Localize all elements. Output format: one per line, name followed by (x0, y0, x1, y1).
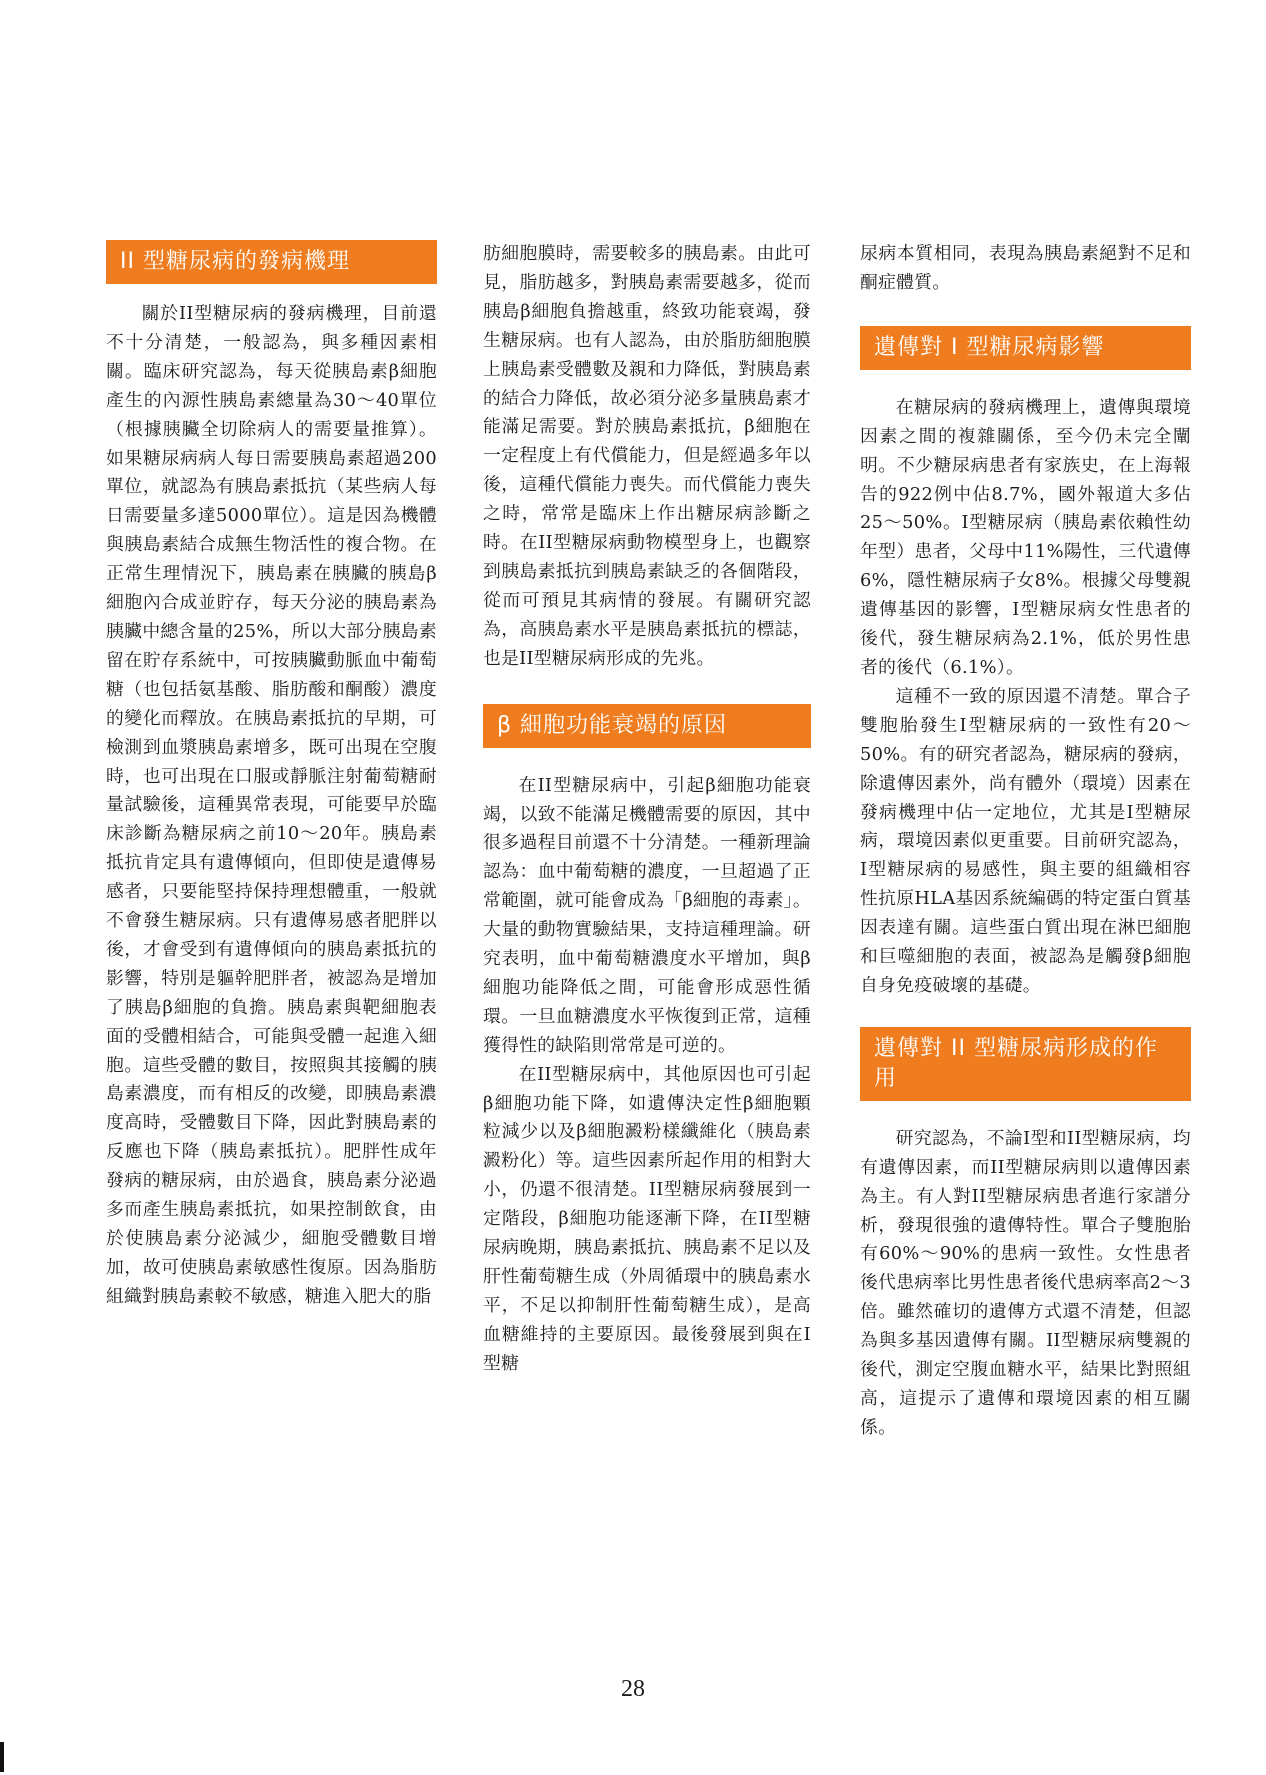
column-3 (860, 240, 1191, 1665)
paragraph-continued: 肪細胞膜時，需要較多的胰島素。由此可見，脂肪越多，對胰島素需要越多，從而胰島β細胞負擔越重，終致功能衰竭，發生糖尿病。也有人認為，由於脂肪細胞膜上胰島素受體數及親和力降低，對胰島素的結合力降低，故必須分泌多量胰島素才能滿足需要。對於胰島素抵抗，β細胞在一定程度上有代償能力，但是經過多年以後，這種代償能力喪失。而代償能力喪失之時，常常是臨床上作出糖尿病診斷之時。在II型糖尿病動物模型身上，也觀察到胰島素抵抗到胰島素缺乏的各個階段，從而可預見其病情的發展。有關研究認為，高胰島素水平是胰島素抵抗的標誌，也是II型糖尿病形成的先兆。 (483, 243, 811, 669)
section-heading-genetics-type2: 遺傳對 II 型糖尿病形成的作用 (860, 1027, 1191, 1101)
paragraph: 這種不一致的原因還不清楚。單合子雙胞胎發生I型糖尿病的一致性有20～50%。有的研究者認為，糖尿病的發病，除遺傳因素外，尚有體外（環境）因素在發病機理中佔一定地位，尤其是I型糖尿病，環境因素似更重要。目前研究認為，I型糖尿病的易感性，與主要的組織相容性抗原HLA基因系統編碼的特定蛋白質基因表達有關。這些蛋白質出現在淋巴細胞和巨噬細胞的表面，被認為是觸發β細胞自身免疫破壞的基礎。 (860, 685, 1191, 996)
paragraph: 在糖尿病的發病機理上，遺傳與環境因素之間的複雜關係，至今仍未完全闡明。不少糖尿病患者有家族史，在上海報告的922例中佔8.7%，國外報道大多佔25～50%。I型糖尿病（胰島素依賴性幼年型）患者，父母中11%陽性，三代遺傳6%，隱性糖尿病子女8%。根據父母雙親遺傳基因的影響，I型糖尿病女性患者的後代，發生糖尿病為2.1%，低於男性患者的後代（6.1%）。 (860, 396, 1191, 678)
section-heading-genetics-type1: 遺傳對 I 型糖尿病影響 (860, 326, 1191, 370)
column-1 (106, 240, 437, 1665)
paragraph-continued: 尿病本質相同，表現為胰島素絕對不足和酮症體質。 (860, 243, 1191, 293)
paragraph: 關於II型糖尿病的發病機理，目前還不十分清楚，一般認為，與多種因素相關。臨床研究認為，每天從胰島素β細胞產生的內源性胰島素總量為30～40單位（根據胰臟全切除病人的需要量推算）。如果糖尿病病人每日需要胰島素超過200單位，就認為有胰島素抵抗（某些病人每日需要量多達5000單位）。這是因為機體與胰島素結合成無生物活性的複合物。在正常生理情況下，胰島素在胰臟的胰島β細胞內合成並貯存，每天分泌的胰島素為胰臟中總含量的25%，所以大部分胰島素留在貯存系統中，可按胰臟動脈血中葡萄糖（也包括氨基酸、脂肪酸和酮酸）濃度的變化而釋放。在胰島素抵抗的早期，可檢測到血漿胰島素增多，既可出現在空腹時，也可出現在口服或靜脈注射葡萄糖耐量試驗後，這種異常表現，可能要早於臨床診斷為糖尿病之前10～20年。胰島素抵抗肯定具有遺傳傾向，但即使是遺傳易感者，只要能堅持保持理想體重，一般就不會發生糖尿病。只有遺傳易感者肥胖以後，才會受到有遺傳傾向的胰島素抵抗的影響，特別是軀幹肥胖者，被認為是增加了胰島β細胞的負擔。胰島素與靶細胞表面的受體相結合，可能與受體一起進入細胞。這些受體的數目，按照與其接觸的胰島素濃度，而有相反的改變，即胰島素濃度高時，受體數目下降，因此對胰島素的反應也下降（胰島素抵抗）。肥胖性成年發病的糖尿病，由於過食，胰島素分泌過多而產生胰島素抵抗，如果控制飲食，由於使胰島素分泌減少，細胞受體數目增加，故可使胰島素敏感性復原。因為脂肪組織對胰島素較不敏感，糖進入肥大的脂 (106, 303, 437, 1307)
page-number: 28 (621, 1676, 645, 1702)
column-2 (483, 240, 811, 1665)
section-heading-type2-mechanism: II 型糖尿病的發病機理 (106, 240, 437, 284)
scan-edge-mark (0, 1742, 4, 1772)
section-heading-beta-cell-failure: β 細胞功能衰竭的原因 (483, 704, 811, 748)
paragraph: 研究認為，不論I型和II型糖尿病，均有遺傳因素，而II型糖尿病則以遺傳因素為主。有人對II型糖尿病患者進行家譜分析，發現很強的遺傳特性。單合子雙胞胎有60%～90%的患病一致性。女性患者後代患病率比男性患者後代患病率高2～3倍。雖然確切的遺傳方式還不清楚，但認為與多基因遺傳有關。II型糖尿病雙親的後代，測定空腹血糖水平，結果比對照組高，這提示了遺傳和環境因素的相互關係。 (860, 1127, 1191, 1438)
paragraph: 在II型糖尿病中，其他原因也可引起β細胞功能下降，如遺傳決定性β細胞顆粒減少以及β細胞澱粉樣纖維化（胰島素澱粉化）等。這些因素所起作用的相對大小，仍還不很清楚。II型糖尿病發展到一定階段，β細胞功能逐漸下降，在II型糖尿病晚期，胰島素抵抗、胰島素不足以及肝性葡萄糖生成（外周循環中的胰島素水平，不足以抑制肝性葡萄糖生成），是高血糖維持的主要原因。最後發展到與在I型糖 (483, 1063, 811, 1374)
paragraph: 在II型糖尿病中，引起β細胞功能衰竭，以致不能滿足機體需要的原因，其中很多過程目前還不十分清楚。一種新理論認為：血中葡萄糖的濃度，一旦超過了正常範圍，就可能會成為「β細胞的毒素」。大量的動物實驗結果，支持這種理論。研究表明，血中葡萄糖濃度水平增加，與β細胞功能降低之間，可能會形成惡性循環。一旦血糖濃度水平恢復到正常，這種獲得性的缺陷則常常是可逆的。 (483, 774, 811, 1056)
